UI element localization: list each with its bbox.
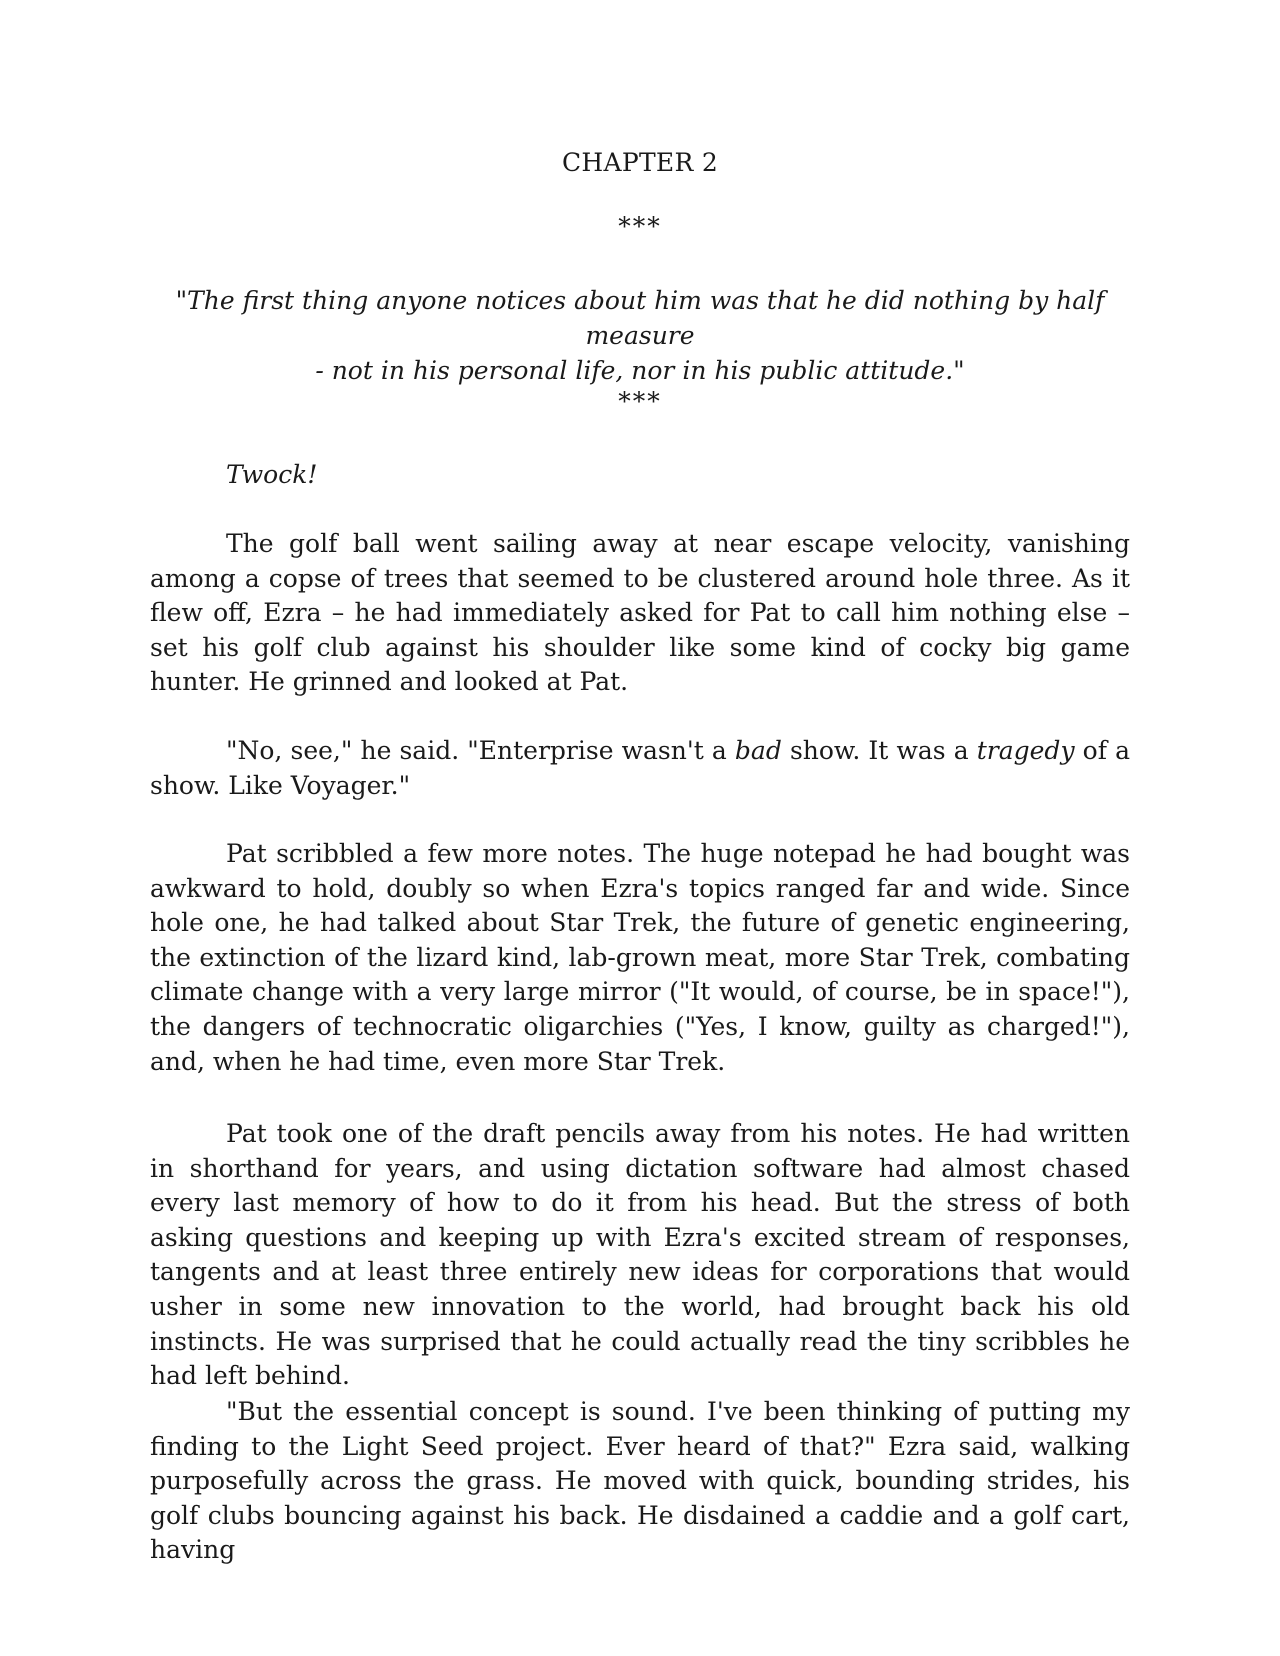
paragraph-shorthand: Pat took one of the draft pencils away from his notes. He had written in shorthand for years, and using dictation software had almost chased every last memory of how to do it from his head. But the stress of both asking questions and keeping up with Ezra's excited stream of responses, tangents and at least three entirely new ideas for corporations that would usher in some new innovation to the world, had brought back his old instincts. He was surprised that he could actually read the tiny scribbles he had left behind. [150, 1119, 1130, 1391]
emphasis-tragedy: tragedy [976, 736, 1075, 765]
paragraph-golf-ball: The golf ball went sailing away at near escape velocity, vanishing among a copse of trees that seemed to be clustered around hole three. As it flew off, Ezra – he had immediately asked for Pat to call him nothing else – set his golf club against his shoulder like some kind of cocky big game hunter. He grinned and looked at Pat. [150, 529, 1130, 697]
book-page [150, 0, 1130, 1656]
paragraph-twock: Twock! [226, 460, 318, 489]
chapter-title: CHAPTER 2 [561, 148, 719, 177]
paragraph-enterprise-part-e: of a show. Like Voyager." [150, 736, 1131, 800]
epigraph-line-1: "The first thing anyone notices about him was that he did nothing by half measure [175, 286, 1105, 350]
paragraph-enterprise [150, 734, 1130, 803]
section-separator-2: *** [618, 387, 662, 416]
paragraph-enterprise-part-a: "No, see," he said. "Enterprise wasn't a [226, 736, 735, 765]
paragraph-notes: Pat scribbled a few more notes. The huge notepad he had bought was awkward to hold, doubly so when Ezra's topics ranged far and wide. Since hole one, he had talked about Star Trek, the future of genetic engineering, the extinction of the lizard kind, lab-grown meat, more Star Trek, combating climate change with a very large mirror ("It would, of course, be in space!"), the dangers of technocratic oligarchies ("Yes, I know, guilty as charged!"), and, when he had time, even more Star Trek. [150, 839, 1130, 1076]
emphasis-bad: bad [734, 736, 782, 765]
paragraph-enterprise-part-c: show. It was a [781, 736, 977, 765]
section-separator: *** [618, 212, 662, 241]
epigraph-line-2: - not in his personal life, nor in his public attitude." [315, 356, 965, 385]
paragraph-light-seed: "But the essential concept is sound. I've been thinking of putting my finding to the Light Seed project. Ever heard of that?" Ezra said, walking purposefully across the grass. He moved with quick, bounding strides, his golf clubs bouncing against his back. He disdained a caddie and a golf cart, having [150, 1397, 1130, 1565]
epigraph [150, 283, 1130, 388]
